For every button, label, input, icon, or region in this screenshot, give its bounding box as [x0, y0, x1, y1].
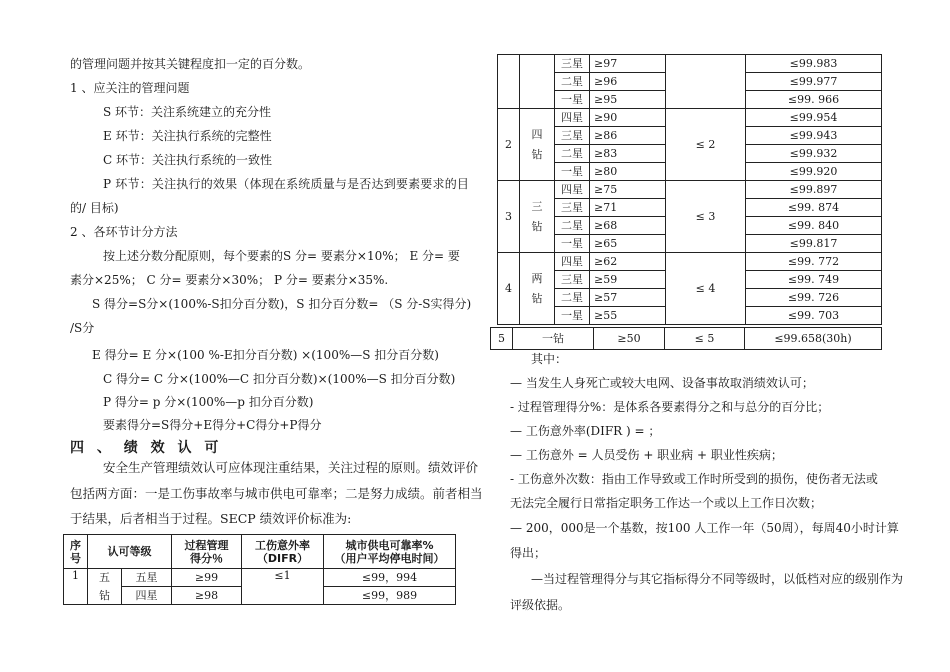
reliability-cell: ≤99.977 [746, 73, 882, 91]
score-cell: ≥55 [590, 307, 666, 325]
paragraph-line: 于结果，后者相当于过程。SECP 绩效评价标准为: [70, 511, 352, 526]
reliability-cell: ≤99.983 [746, 55, 882, 73]
header-seq: 序 号 [64, 535, 88, 569]
reliability-cell: ≤99. 726 [746, 289, 882, 307]
note-line: - 过程管理得分%：是体系各要素得分之和与总分的百分比； [510, 400, 830, 414]
note-line: —当过程管理得分与其它指标得分不同等级时，以低档对应的级别作为 [531, 572, 904, 586]
reliability-cell: ≤99. 966 [746, 91, 882, 109]
text-line: S 环节：关注系统建立的充分性 [103, 105, 272, 119]
formula-line: 要素得分=S得分+E得分+C得分+P得分 [103, 418, 322, 432]
reliability-cell: ≤99.954 [746, 109, 882, 127]
reliability-cell: ≤99.658(30h) [745, 328, 882, 350]
level-group: 四 钻 [520, 109, 555, 181]
reliability-cell: ≤99.920 [746, 163, 882, 181]
star-cell: 一星 [555, 163, 590, 181]
text-line: 的/ 目标) [70, 201, 119, 215]
reliability-cell: ≤99. 874 [746, 199, 882, 217]
score-cell: ≥86 [590, 127, 666, 145]
notes-intro: 其中： [531, 352, 568, 366]
level-group: 一钻 [513, 328, 594, 350]
text-line: C 环节：关注执行系统的一致性 [103, 153, 272, 167]
score-cell: ≥99 [172, 569, 242, 587]
star-cell: 三星 [555, 55, 590, 73]
formula-line: E 得分= E 分×(100 %-E扣分百分数) ×(100%—S 扣分百分数) [92, 348, 439, 362]
score-cell: ≥68 [590, 217, 666, 235]
header-difr: 工伤意外率 （DIFR） [242, 535, 324, 569]
formula-line: /S分 [70, 321, 95, 335]
star-cell: 二星 [555, 217, 590, 235]
reliability-cell: ≤99.817 [746, 235, 882, 253]
score-cell: ≥97 [590, 55, 666, 73]
reliability-cell: ≤99. 749 [746, 271, 882, 289]
reliability-cell: ≤99. 840 [746, 217, 882, 235]
star-cell: 一星 [555, 91, 590, 109]
difr-cell: ≤ 4 [666, 253, 746, 325]
header-reliability: 城市供电可靠率% （用户平均停电时间） [324, 535, 456, 569]
formula-line: P 得分= p 分×(100%—p 扣分百分数) [103, 395, 314, 409]
score-cell: ≥65 [590, 235, 666, 253]
row-seq: 3 [498, 181, 520, 253]
reliability-cell: ≤99.897 [746, 181, 882, 199]
star-cell: 四星 [122, 587, 172, 605]
header-process-score: 过程管理 得分％ [172, 535, 242, 569]
star-cell: 三星 [555, 127, 590, 145]
row-seq: 5 [491, 328, 513, 350]
note-line: — 工伤意外 = 人员受伤 + 职业病 + 职业性疾病； [510, 448, 783, 462]
note-line: 评级依据。 [510, 598, 571, 612]
star-cell: 四星 [555, 181, 590, 199]
formula-line: C 得分= C 分×(100%—C 扣分百分数)×(100%—S 扣分百分数) [103, 372, 456, 386]
row-seq: 4 [498, 253, 520, 325]
paragraph-line: 包括两方面：一是工伤事故率与城市供电可靠率；二是努力成绩。前者相当 [70, 486, 483, 501]
paragraph-line: 安全生产管理绩效认可应体现注重结果，关注过程的原则。绩效评价 [103, 460, 479, 475]
note-line: 得出； [510, 546, 547, 560]
performance-table-part2 [497, 54, 882, 325]
note-line: - 工伤意外次数：指由工作导致或工作时所受到的损伤，使伤者无法或 [510, 472, 878, 486]
performance-table-part1 [63, 534, 456, 605]
score-cell: ≥50 [594, 328, 665, 350]
score-cell: ≥75 [590, 181, 666, 199]
section-title: 四 、 绩 效 认 可 [70, 440, 223, 456]
performance-table-last-row [490, 327, 882, 350]
row-seq [498, 55, 520, 109]
star-cell: 一星 [555, 235, 590, 253]
reliability-cell: ≤99. 772 [746, 253, 882, 271]
score-cell: ≥71 [590, 199, 666, 217]
row-seq: 2 [498, 109, 520, 181]
score-cell: ≥57 [590, 289, 666, 307]
difr-cell: ≤1 [242, 569, 324, 605]
level-group [520, 55, 555, 109]
difr-cell [666, 55, 746, 109]
note-line: 无法完全履行日常指定职务工作达一个或以上工作日次数； [510, 496, 823, 510]
score-cell: ≥59 [590, 271, 666, 289]
note-line: — 工伤意外率(DIFR ) = ； [510, 424, 661, 438]
star-cell: 二星 [555, 289, 590, 307]
text-line: 素分×25%； C 分= 要素分×30%； P 分= 要素分×35%. [70, 273, 389, 287]
level-group: 五 钻 [88, 569, 122, 605]
score-cell: ≥62 [590, 253, 666, 271]
row-seq: 1 [64, 569, 88, 605]
reliability-cell: ≤99，994 [324, 569, 456, 587]
difr-cell: ≤ 3 [666, 181, 746, 253]
reliability-cell: ≤99，989 [324, 587, 456, 605]
note-line: — 当发生人身死亡或较大电网、设备事故取消绩效认可； [510, 376, 814, 390]
section-heading-1: 1 、应关注的管理问题 [70, 81, 190, 95]
reliability-cell: ≤99.943 [746, 127, 882, 145]
text-line: 的管理问题并按其关键程度扣一定的百分数。 [70, 57, 311, 71]
score-cell: ≥98 [172, 587, 242, 605]
star-cell: 三星 [555, 271, 590, 289]
difr-cell: ≤ 2 [666, 109, 746, 181]
reliability-cell: ≤99. 703 [746, 307, 882, 325]
text-line: P 环节：关注执行的效果（体现在系统质量与是否达到要素要求的目 [103, 177, 470, 191]
star-cell: 二星 [555, 73, 590, 91]
star-cell: 三星 [555, 199, 590, 217]
header-level: 认可等级 [88, 535, 172, 569]
star-cell: 一星 [555, 307, 590, 325]
section-heading-2: 2 、各环节计分方法 [70, 225, 178, 239]
level-group: 两 钻 [520, 253, 555, 325]
text-line: E 环节：关注执行系统的完整性 [103, 129, 272, 143]
text-line: 按上述分数分配原则，每个要素的S 分= 要素分×10%； E 分= 要 [103, 249, 460, 263]
star-cell: 四星 [555, 109, 590, 127]
reliability-cell: ≤99.932 [746, 145, 882, 163]
note-line: — 200，000是一个基数，按100 人工作一年（50周），每周40小时计算 [510, 521, 899, 535]
star-cell: 四星 [555, 253, 590, 271]
score-cell: ≥83 [590, 145, 666, 163]
score-cell: ≥96 [590, 73, 666, 91]
score-cell: ≥80 [590, 163, 666, 181]
score-cell: ≥95 [590, 91, 666, 109]
level-group: 三 钻 [520, 181, 555, 253]
star-cell: 五星 [122, 569, 172, 587]
score-cell: ≥90 [590, 109, 666, 127]
star-cell: 二星 [555, 145, 590, 163]
difr-cell: ≤ 5 [665, 328, 745, 350]
formula-line: S 得分=S分×(100%-S扣分百分数)，S 扣分百分数= （S 分-S实得分) [92, 297, 472, 311]
